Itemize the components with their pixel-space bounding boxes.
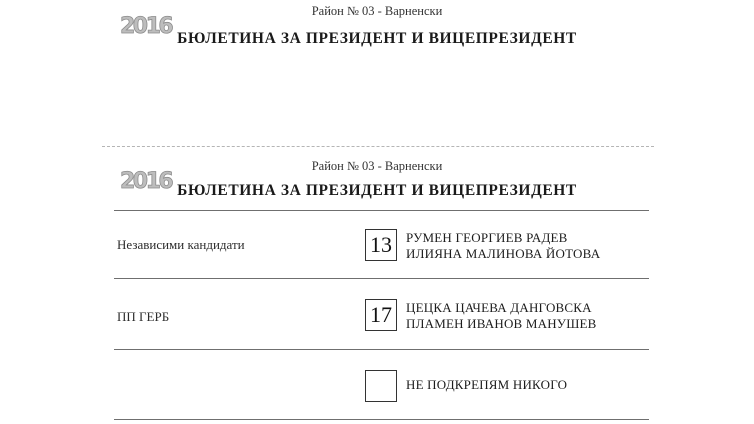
year-logo: 2016 (120, 14, 172, 39)
none-option-label: НЕ ПОДКРЕПЯМ НИКОГО (406, 377, 568, 392)
ballot-number-box[interactable]: 17 (365, 299, 397, 331)
none-option-checkbox[interactable] (365, 370, 397, 402)
party-name: ПП ГЕРБ (117, 309, 170, 324)
president-name: РУМЕН ГЕОРГИЕВ РАДЕВ (406, 230, 568, 245)
party-name: Независими кандидати (117, 237, 245, 252)
candidate-names (406, 300, 597, 332)
district-label: Район № 03 - Варненски (311, 4, 443, 18)
row-divider (114, 278, 649, 279)
vice-president-name: ПЛАМЕН ИВАНОВ МАНУШЕВ (406, 316, 597, 331)
ballot-title: БЮЛЕТИНА ЗА ПРЕЗИДЕНТ И ВИЦЕПРЕЗИДЕНТ (177, 30, 577, 47)
row-divider (114, 349, 649, 350)
perforation-line (102, 146, 654, 147)
vice-president-name: ИЛИЯНА МАЛИНОВА ЙОТОВА (406, 246, 601, 261)
row-divider (114, 210, 649, 211)
candidate-names (406, 230, 600, 262)
president-name: ЦЕЦКА ЦАЧЕВА ДАНГОВСКА (406, 300, 592, 315)
ballot-number-box[interactable]: 13 (365, 229, 397, 261)
district-label: Район № 03 - Варненски (311, 159, 443, 173)
row-divider (114, 419, 649, 420)
year-logo: 2016 (120, 169, 172, 194)
ballot-title: БЮЛЕТИНА ЗА ПРЕЗИДЕНТ И ВИЦЕПРЕЗИДЕНТ (177, 182, 577, 199)
